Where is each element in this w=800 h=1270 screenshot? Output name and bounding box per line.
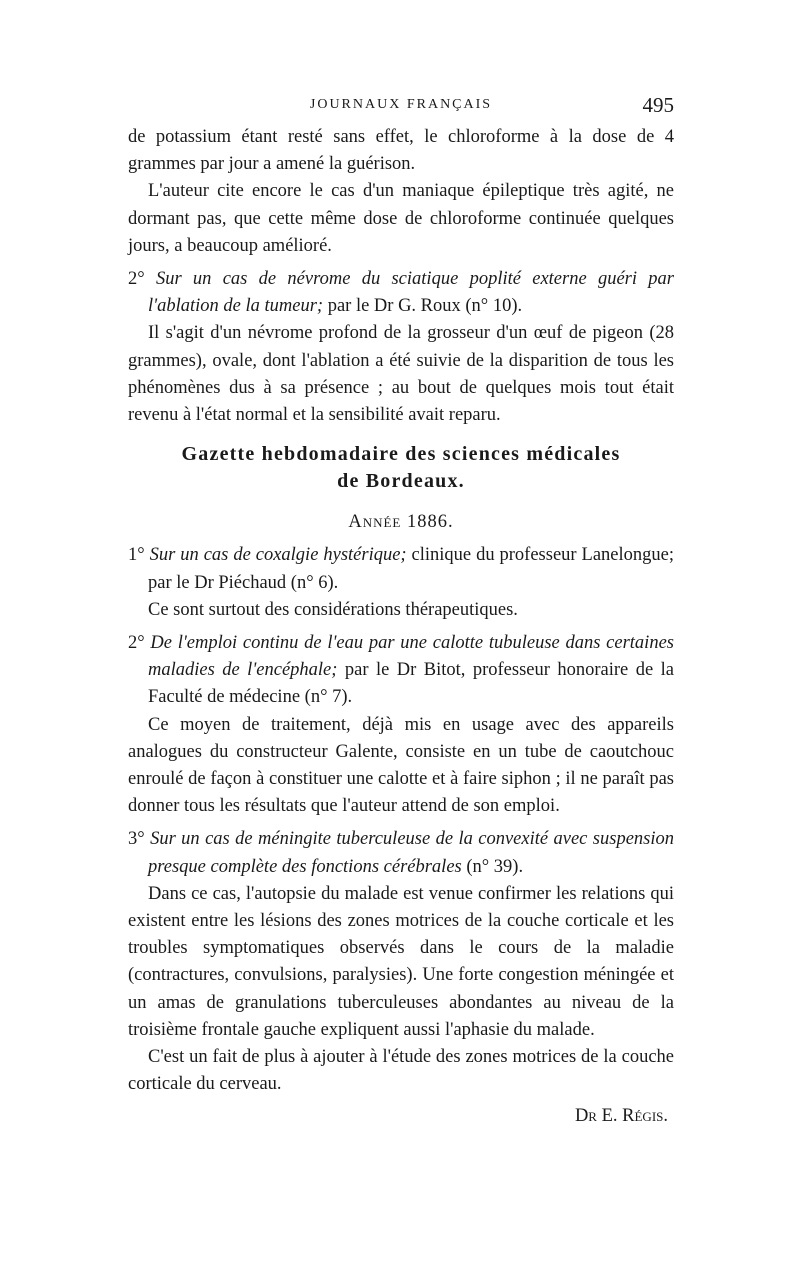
entry-reference: par le Dr Bitot, professeur honoraire de la Faculté de médecine (n° 7). xyxy=(148,660,674,708)
entry-coxalgia xyxy=(128,542,674,596)
entry-reference: clinique du professeur Lanelongue; par le Dr Piéchaud (n° 6). xyxy=(148,545,674,593)
paragraph-coxalgia-summary: Ce sont surtout des considérations thérapeutiques. xyxy=(148,599,518,620)
author-signature: Dr E. Régis. xyxy=(574,1105,668,1126)
journal-heading xyxy=(128,441,674,495)
entry-number: 2° xyxy=(128,269,156,290)
running-title: JOURNAUX FRANÇAIS xyxy=(309,97,493,112)
entry-water-cap xyxy=(128,630,674,712)
page-body xyxy=(128,124,674,1130)
paragraph-epileptic-case: L'auteur cite encore le cas d'un maniaque épileptique très agité, ne dormant pas, que cette même dose de chloroforme continuée quelques jours, a beaucoup amélioré. xyxy=(128,181,674,256)
entry-reference: par le Dr G. Roux (n° 10). xyxy=(323,296,523,317)
entry-meningitis xyxy=(128,826,674,880)
entry-title: Sur un cas de névrome du sciatique poplité externe guéri par l'ablation de la tumeur; xyxy=(148,269,674,317)
entry-reference: (n° 39). xyxy=(461,856,524,877)
entry-title: Sur un cas de coxalgie hystérique; xyxy=(149,545,407,566)
entry-title: Sur un cas de méningite tuberculeuse de la convexité avec suspension presque complète des fonctions cérébrales xyxy=(148,829,674,877)
journal-year: Année 1886. xyxy=(348,512,454,533)
paragraph-continued: de potassium étant resté sans effet, le chloroforme à la dose de 4 grammes par jour a amené la guérison. xyxy=(128,127,674,175)
paragraph-meningitis-summary: Dans ce cas, l'autopsie du malade est venue confirmer les relations qui existent entre les lésions des zones motrices de la couche corticale et les troubles symptomatiques observés dans le cours de la maladie (contractures, convulsions, paralysies). Une forte congestion méningée et un amas de granulations tuberculeuses abondantes au niveau de la troisième frontale gauche expliquent aussi l'aphasie du malade. xyxy=(128,883,674,1040)
page-header xyxy=(128,93,674,123)
entry-number: 2° xyxy=(128,633,151,654)
entry-number: 1° xyxy=(128,545,150,566)
paragraph-neuroma-summary: Il s'agit d'un névrome profond de la grosseur d'un œuf de pigeon (28 grammes), ovale, dont l'ablation a été suivie de la disparition de tous les phénomènes dus à sa présence ; au bout de quelques mois tout était revenu à l'état normal et la sensibilité avait reparu. xyxy=(128,323,674,426)
entry-title: De l'emploi continu de l'eau par une calotte tubuleuse dans certaines maladies de l'encéphale; xyxy=(148,633,674,681)
journal-title-line2: de Bordeaux. xyxy=(337,470,465,493)
paragraph-meningitis-conclusion: C'est un fait de plus à ajouter à l'étude des zones motrices de la couche corticale du cerveau. xyxy=(128,1047,674,1095)
entry-number: 3° xyxy=(128,829,151,850)
journal-title-line1: Gazette hebdomadaire des sciences médicales xyxy=(181,443,621,466)
page-number: 495 xyxy=(642,93,674,117)
paragraph-water-cap-summary: Ce moyen de traitement, déjà mis en usage avec des appareils analogues du constructeur Galente, consiste en un tube de caoutchouc enroulé de façon à constituer une calotte et à faire siphon ; il ne paraît pas donner tous les résultats que l'auteur attend de son emploi. xyxy=(128,714,674,817)
entry-sciatic-neuroma xyxy=(128,266,674,320)
